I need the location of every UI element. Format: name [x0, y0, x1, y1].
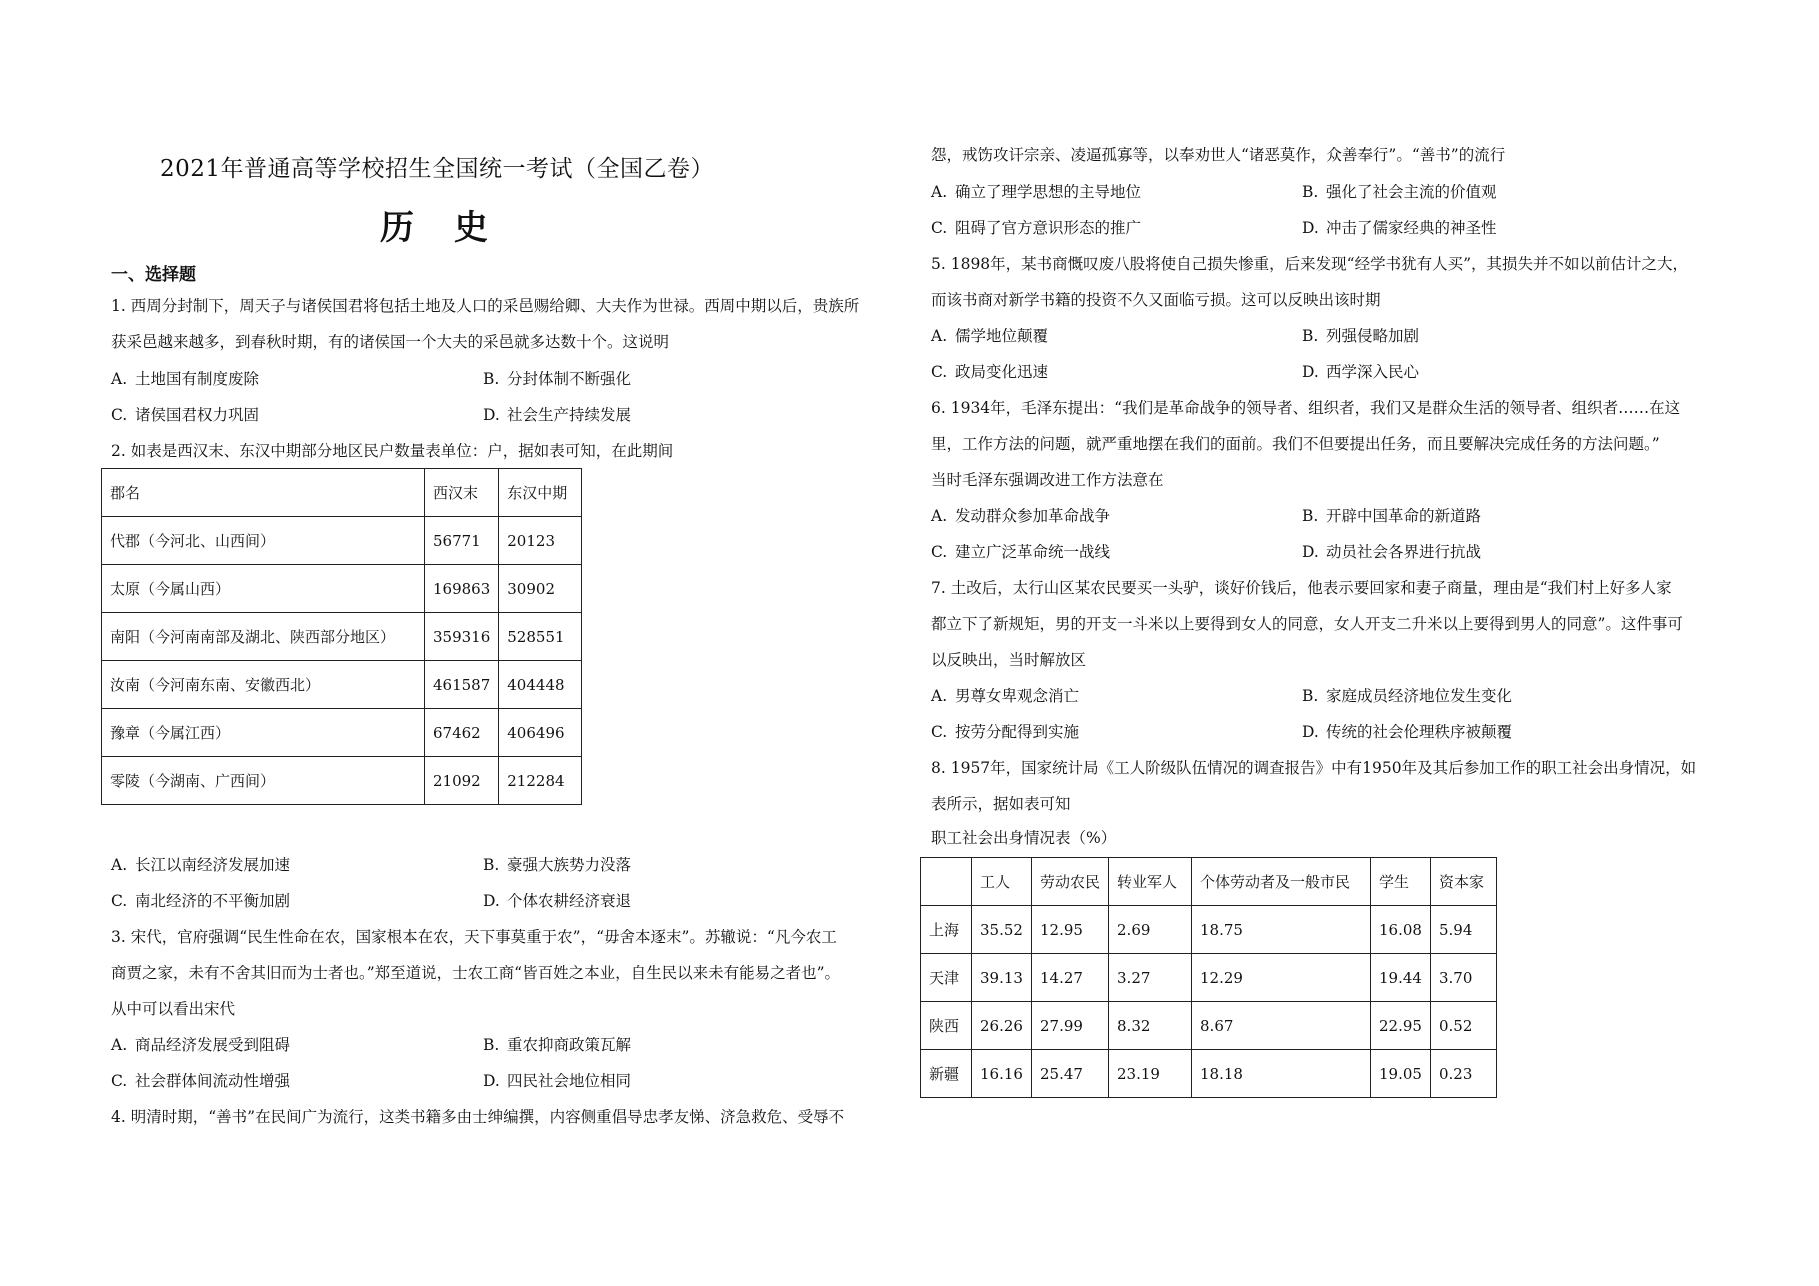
option-letter: B.: [1302, 507, 1319, 525]
table-row: [921, 906, 1497, 954]
q2-option-d[interactable]: [483, 891, 631, 911]
q1-option-d[interactable]: [483, 405, 631, 425]
table-row: [921, 954, 1497, 1002]
table-cell: 19.05: [1371, 1050, 1431, 1098]
q6-stem-line2: 里，工作方法的问题，就严重地摆在我们的面前。我们不但要提出任务，而且要解决完成任务的方法问题。”: [931, 435, 1660, 453]
option-letter: D.: [1302, 543, 1319, 561]
option-letter: B.: [483, 856, 500, 874]
option-text: 强化了社会主流的价值观: [1326, 183, 1497, 201]
table-row: [102, 517, 582, 565]
q3-option-a[interactable]: [111, 1035, 290, 1055]
q3-option-b[interactable]: [483, 1035, 631, 1055]
table-cell: 212284: [499, 757, 582, 805]
q5-stem-line2: 而该书商对新学书籍的投资不久又面临亏损。这可以反映出该时期: [931, 291, 1381, 309]
option-letter: B.: [1302, 327, 1319, 345]
q2-table: [101, 468, 582, 805]
q5-option-d[interactable]: [1302, 362, 1419, 382]
q2-option-a[interactable]: [111, 855, 290, 875]
option-letter: C.: [111, 406, 128, 424]
table-cell: 零陵（今湖南、广西间）: [102, 757, 425, 805]
table-header-cell: 劳动农民: [1032, 858, 1109, 906]
q3-stem-line1: 3. 宋代，官府强调“民生性命在农，国家根本在农，天下事莫重于农”，“毋舍本逐末”。苏辙说：“凡今农工: [111, 928, 837, 946]
q7-stem-line2: 都立下了新规矩，男的开支一斗米以上要得到女人的同意，女人开支二升米以上要得到男人的同意”。这件事可: [931, 615, 1683, 633]
q5-stem-line1: 5. 1898年，某书商慨叹废八股将使自己损失惨重，后来发现“经学书犹有人买”，其损失并不如以前估计之大，: [931, 255, 1689, 273]
option-text: 商品经济发展受到阻碍: [135, 1036, 291, 1054]
option-letter: C.: [931, 219, 948, 237]
table-cell: 20123: [499, 517, 582, 565]
table-cell: 0.23: [1430, 1050, 1496, 1098]
option-letter: D.: [1302, 219, 1319, 237]
q8-stem-line1: 8. 1957年，国家统计局《工人阶级队伍情况的调查报告》中有1950年及其后参加工作的职工社会出身情况，如: [931, 759, 1697, 777]
option-letter: D.: [483, 892, 500, 910]
table-cell: 16.16: [972, 1050, 1032, 1098]
q7-option-c[interactable]: [931, 722, 1079, 742]
q1-option-c[interactable]: [111, 405, 259, 425]
q4-option-d[interactable]: [1302, 218, 1497, 238]
option-text: 诸侯国君权力巩固: [135, 406, 260, 424]
option-text: 男尊女卑观念消亡: [955, 687, 1080, 705]
q2-option-b[interactable]: [483, 855, 631, 875]
table-row: [102, 613, 582, 661]
table-cell: 461587: [425, 661, 499, 709]
q2-stem-line1: 2. 如表是西汉末、东汉中期部分地区民户数量表单位：户，据如表可知，在此期间: [111, 442, 674, 460]
table-cell: 3.27: [1109, 954, 1192, 1002]
q7-option-a[interactable]: [931, 686, 1079, 706]
table-header-cell: 学生: [1371, 858, 1431, 906]
q1-stem-line2: 获采邑越来越多，到春秋时期，有的诸侯国一个大夫的采邑就多达数十个。这说明: [111, 333, 670, 351]
table-header-cell: 转业军人: [1109, 858, 1192, 906]
q8-stem-line2: 表所示，据如表可知: [931, 795, 1071, 813]
table-cell: 8.67: [1192, 1002, 1371, 1050]
table-cell: 56771: [425, 517, 499, 565]
q3-option-c[interactable]: [111, 1071, 290, 1091]
table-cell: 豫章（今属江西）: [102, 709, 425, 757]
table-header-row: [102, 469, 582, 517]
option-text: 家庭成员经济地位发生变化: [1326, 687, 1513, 705]
table-cell: 8.32: [1109, 1002, 1192, 1050]
table-header-cell: 西汉末: [425, 469, 499, 517]
option-letter: B.: [1302, 183, 1319, 201]
q6-option-c[interactable]: [931, 542, 1110, 562]
q4-option-b[interactable]: [1302, 182, 1497, 202]
q4-option-c[interactable]: [931, 218, 1141, 238]
table-cell: 359316: [425, 613, 499, 661]
option-text: 按劳分配得到实施: [955, 723, 1080, 741]
table-cell: 30902: [499, 565, 582, 613]
option-letter: A.: [111, 370, 128, 388]
q6-option-b[interactable]: [1302, 506, 1481, 526]
table-header-row: [921, 858, 1497, 906]
q7-option-b[interactable]: [1302, 686, 1512, 706]
option-text: 儒学地位颠覆: [955, 327, 1049, 345]
option-letter: D.: [1302, 363, 1319, 381]
table-row: [102, 661, 582, 709]
table-row: [921, 1050, 1497, 1098]
option-text: 动员社会各界进行抗战: [1326, 543, 1482, 561]
table-cell: 南阳（今河南南部及湖北、陕西部分地区）: [102, 613, 425, 661]
q6-stem-line3: 当时毛泽东强调改进工作方法意在: [931, 471, 1164, 489]
option-text: 西学深入民心: [1326, 363, 1420, 381]
subject-title: 历 史: [380, 208, 502, 248]
q2-option-c[interactable]: [111, 891, 290, 911]
table-cell: 汝南（今河南东南、安徽西北）: [102, 661, 425, 709]
option-text: 发动群众参加革命战争: [955, 507, 1111, 525]
table-cell: 12.29: [1192, 954, 1371, 1002]
option-text: 个体农耕经济衰退: [507, 892, 632, 910]
table-cell: 67462: [425, 709, 499, 757]
table-header-cell: 工人: [972, 858, 1032, 906]
table-header-cell: 郡名: [102, 469, 425, 517]
table-cell: 12.95: [1032, 906, 1109, 954]
option-text: 分封体制不断强化: [507, 370, 632, 388]
q5-option-a[interactable]: [931, 326, 1048, 346]
table-cell: 26.26: [972, 1002, 1032, 1050]
table-cell: 5.94: [1430, 906, 1496, 954]
q3-option-d[interactable]: [483, 1071, 631, 1091]
option-letter: C.: [111, 1072, 128, 1090]
option-text: 确立了理学思想的主导地位: [955, 183, 1142, 201]
table-cell: 新疆: [921, 1050, 972, 1098]
option-text: 重农抑商政策瓦解: [507, 1036, 632, 1054]
table-header-cell: 资本家: [1430, 858, 1496, 906]
option-letter: D.: [483, 1072, 500, 1090]
option-text: 冲击了儒家经典的神圣性: [1326, 219, 1497, 237]
option-text: 阻碍了官方意识形态的推广: [955, 219, 1142, 237]
q4-stem-line2: 怨，戒饬攻讦宗亲、凌逼孤寡等，以奉劝世人“诸恶莫作，众善奉行”。“善书”的流行: [931, 146, 1506, 164]
q8-table-caption: 职工社会出身情况表（%）: [931, 829, 1117, 847]
table-cell: 528551: [499, 613, 582, 661]
q6-option-a[interactable]: [931, 506, 1110, 526]
table-cell: 代郡（今河北、山西间）: [102, 517, 425, 565]
q5-option-b[interactable]: [1302, 326, 1419, 346]
option-letter: B.: [1302, 687, 1319, 705]
q1-option-b[interactable]: [483, 369, 631, 389]
table-cell: 2.69: [1109, 906, 1192, 954]
option-text: 建立广泛革命统一战线: [955, 543, 1111, 561]
section-heading: 一、选择题: [111, 265, 196, 285]
option-letter: C.: [931, 543, 948, 561]
table-cell: 天津: [921, 954, 972, 1002]
q6-option-d[interactable]: [1302, 542, 1481, 562]
table-header-cell: 东汉中期: [499, 469, 582, 517]
option-letter: A.: [931, 183, 948, 201]
table-cell: 14.27: [1032, 954, 1109, 1002]
option-letter: B.: [483, 370, 500, 388]
option-text: 社会群体间流动性增强: [135, 1072, 291, 1090]
table-cell: 406496: [499, 709, 582, 757]
option-letter: A.: [111, 1036, 128, 1054]
q7-option-d[interactable]: [1302, 722, 1512, 742]
option-letter: C.: [931, 363, 948, 381]
table-cell: 3.70: [1430, 954, 1496, 1002]
option-letter: A.: [931, 687, 948, 705]
option-text: 开辟中国革命的新道路: [1326, 507, 1482, 525]
table-cell: 陕西: [921, 1002, 972, 1050]
table-cell: 25.47: [1032, 1050, 1109, 1098]
q6-stem-line1: 6. 1934年，毛泽东提出：“我们是革命战争的领导者、组织者，我们又是群众生活的领导者、组织者……在这: [931, 399, 1681, 417]
table-cell: 0.52: [1430, 1002, 1496, 1050]
table-cell: 18.75: [1192, 906, 1371, 954]
table-cell: 169863: [425, 565, 499, 613]
q3-stem-line3: 从中可以看出宋代: [111, 1000, 236, 1018]
q3-stem-line2: 商贾之家，未有不舍其旧而为士者也。”郑至道说，士农工商“皆百姓之本业，自生民以来未有能易之者也”。: [111, 964, 841, 982]
table-cell: 上海: [921, 906, 972, 954]
table-cell: 21092: [425, 757, 499, 805]
q1-stem-line1: 1. 西周分封制下，周天子与诸侯国君将包括土地及人口的采邑赐给卿、大夫作为世禄。西周中期以后，贵族所: [111, 297, 860, 315]
option-text: 四民社会地位相同: [507, 1072, 632, 1090]
table-cell: 35.52: [972, 906, 1032, 954]
option-text: 豪强大族势力没落: [507, 856, 632, 874]
table-cell: 18.18: [1192, 1050, 1371, 1098]
option-letter: A.: [931, 507, 948, 525]
table-cell: 404448: [499, 661, 582, 709]
table-row: [102, 565, 582, 613]
table-cell: 19.44: [1371, 954, 1431, 1002]
table-cell: 16.08: [1371, 906, 1431, 954]
option-text: 长江以南经济发展加速: [135, 856, 291, 874]
option-letter: A.: [111, 856, 128, 874]
table-row: [921, 1002, 1497, 1050]
option-text: 南北经济的不平衡加剧: [135, 892, 291, 910]
table-cell: 22.95: [1371, 1002, 1431, 1050]
q5-option-c[interactable]: [931, 362, 1048, 382]
table-cell: 27.99: [1032, 1002, 1109, 1050]
option-text: 传统的社会伦理秩序被颠覆: [1326, 723, 1513, 741]
option-text: 列强侵略加剧: [1326, 327, 1420, 345]
q7-stem-line1: 7. 土改后，太行山区某农民要买一头驴，谈好价钱后，他表示要回家和妻子商量，理由是“我们村上好多人家: [931, 579, 1672, 597]
q4-stem-line1: 4. 明清时期，“善书”在民间广为流行，这类书籍多由士绅编撰，内容侧重倡导忠孝友悌、济急救危、受辱不: [111, 1108, 845, 1126]
table-row: [102, 757, 582, 805]
option-text: 政局变化迅速: [955, 363, 1049, 381]
option-letter: A.: [931, 327, 948, 345]
table-row: [102, 709, 582, 757]
exam-title: 2021年普通高等学校招生全国统一考试（全国乙卷）: [160, 156, 715, 182]
q4-option-a[interactable]: [931, 182, 1141, 202]
q8-table: [920, 857, 1497, 1098]
table-header-cell: 个体劳动者及一般市民: [1192, 858, 1371, 906]
q7-stem-line3: 以反映出，当时解放区: [931, 651, 1087, 669]
table-cell: 23.19: [1109, 1050, 1192, 1098]
option-text: 社会生产持续发展: [507, 406, 632, 424]
option-text: 土地国有制度废除: [135, 370, 260, 388]
table-cell: 39.13: [972, 954, 1032, 1002]
option-letter: C.: [111, 892, 128, 910]
table-cell: 太原（今属山西）: [102, 565, 425, 613]
option-letter: D.: [483, 406, 500, 424]
option-letter: B.: [483, 1036, 500, 1054]
option-letter: D.: [1302, 723, 1319, 741]
q1-option-a[interactable]: [111, 369, 259, 389]
table-header-cell: [921, 858, 972, 906]
option-letter: C.: [931, 723, 948, 741]
